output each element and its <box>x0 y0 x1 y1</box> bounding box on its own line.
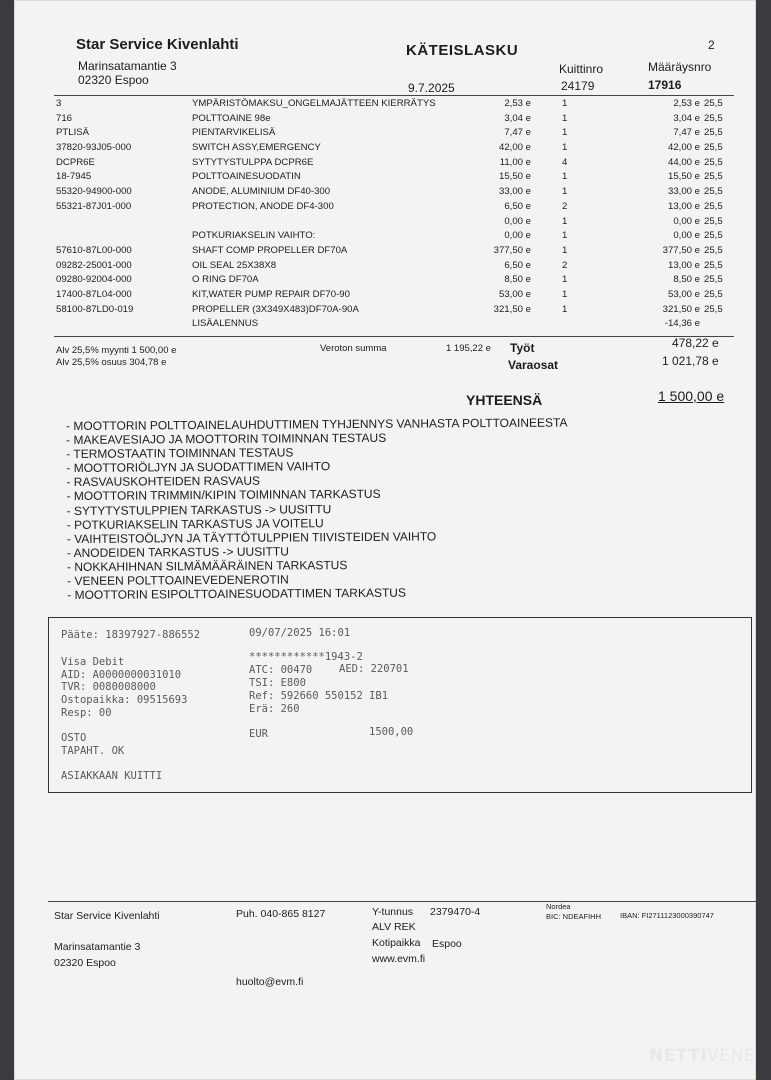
list-item: - MAKEAVESIAJO JA MOOTTORIN TOIMINNAN TESTAUS <box>66 430 387 448</box>
totals-divider <box>54 336 734 337</box>
table-row <box>56 171 736 186</box>
item-quantity: 2 <box>562 200 568 212</box>
item-price: 53,00 e <box>498 288 531 300</box>
item-code: 09280-92004-000 <box>56 274 132 286</box>
table-row <box>56 274 736 289</box>
aed: AED: 220701 <box>339 663 409 675</box>
domicile-label: Kotipaikka <box>372 937 421 949</box>
bic: BIC: NDEAFIHH <box>546 912 602 921</box>
transaction-status: TAPAHT. OK <box>61 745 125 757</box>
item-code: 3 <box>56 98 62 109</box>
item-sum: 13,00 e <box>667 200 700 212</box>
item-quantity: 1 <box>562 142 568 154</box>
item-price: 6,50 e <box>504 259 531 271</box>
page-number: 2 <box>708 38 715 52</box>
item-code: DCPR6E <box>56 156 95 168</box>
list-item: - NOKKAHIHNAN SILMÄMÄÄRÄINEN TARKASTUS <box>66 557 348 574</box>
item-code: 55320-94900-000 <box>56 186 132 198</box>
line-items-table <box>56 98 736 333</box>
item-quantity: 4 <box>562 156 568 168</box>
table-row <box>56 98 736 113</box>
receipt-number: 24179 <box>561 79 595 93</box>
list-item: - MOOTTORIN ESIPOLTTOAINESUODATTIMEN TARKASTUS <box>67 585 406 603</box>
table-row <box>56 304 736 319</box>
work-list <box>66 415 569 602</box>
item-quantity: 1 <box>562 186 568 198</box>
vat-register: ALV REK <box>372 921 416 933</box>
item-sum: 13,00 e <box>667 259 700 271</box>
item-price: 3,04 e <box>504 112 531 124</box>
list-item: - SYTYTYSTULPPIEN TARKASTUS -> UUSITTU <box>66 501 332 518</box>
aid: AID: A0000000031010 <box>61 669 182 681</box>
item-description: POTKURIAKSELIN VAIHTO: <box>192 230 316 242</box>
item-quantity: 1 <box>562 244 568 256</box>
list-item: - MOOTTORIN POLTTOAINELAUHDUTTIMEN TYHJENNYS VANHASTA POLTTOAINEESTA <box>66 415 568 433</box>
work-value: 478,22 e <box>672 336 719 350</box>
vat-sales: Alv 25,5% myynti 1 500,00 e <box>56 345 177 356</box>
table-row <box>56 230 736 245</box>
table-row <box>56 186 736 201</box>
item-sum: 321,50 e <box>662 303 700 315</box>
item-description: KIT,WATER PUMP REPAIR DF70-90 <box>192 288 350 300</box>
item-quantity: 2 <box>562 259 568 271</box>
item-vat: 25,5 <box>704 259 723 271</box>
table-row <box>56 113 736 128</box>
item-sum: 0,00 e <box>673 230 700 242</box>
transaction-type: OSTO <box>61 732 87 744</box>
net-sum-value: 1 195,22 e <box>446 343 491 354</box>
card-receipt <box>48 617 752 793</box>
atc: ATC: 00470 <box>249 664 313 676</box>
transaction-datetime: 09/07/2025 16:01 <box>249 627 351 639</box>
table-row <box>56 260 736 275</box>
item-quantity: 1 <box>562 127 568 139</box>
company-postal: 02320 Espoo <box>78 73 149 87</box>
item-description: OIL SEAL 25X38X8 <box>192 259 277 271</box>
item-price: 33,00 e <box>498 186 531 198</box>
item-sum: 0,00 e <box>673 215 700 227</box>
footer-phone: Puh. 040-865 8127 <box>236 908 326 920</box>
footer-divider <box>48 901 758 902</box>
item-price: 11,00 e <box>499 156 531 168</box>
item-quantity: 1 <box>562 303 568 315</box>
iban: IBAN: FI2711123000390747 <box>620 911 714 920</box>
item-vat: 25,5 <box>704 98 723 109</box>
item-sum: 7,47 e <box>673 127 700 139</box>
item-price: 0,00 e <box>504 215 531 227</box>
tvr: TVR: 0080008000 <box>61 681 156 693</box>
list-item: - RASVAUSKOHTEIDEN RASVAUS <box>66 474 261 490</box>
item-description: POLTTOAINESUODATIN <box>192 171 301 183</box>
item-quantity: 1 <box>562 171 568 183</box>
parts-label: Varaosat <box>508 358 559 372</box>
invoice-date: 9.7.2025 <box>408 81 455 95</box>
item-sum: 15,50 e <box>667 171 700 183</box>
receipt-copy-label: ASIAKKAAN KUITTI <box>61 770 163 782</box>
item-quantity: 1 <box>562 230 568 242</box>
table-row <box>56 245 736 260</box>
item-vat: 25,5 <box>704 112 723 124</box>
item-code: 09282-25001-000 <box>56 259 132 271</box>
item-vat: 25,5 <box>704 288 723 300</box>
table-row <box>56 289 736 304</box>
item-vat: 25,5 <box>704 274 723 286</box>
item-description: YMPÄRISTÖMAKSU_ONGELMAJÄTTEEN KIERRÄTYS <box>192 98 436 109</box>
item-description: SWITCH ASSY,EMERGENCY <box>192 142 321 154</box>
item-sum: 3,04 e <box>673 112 700 124</box>
company-street: Marinsatamantie 3 <box>78 59 177 73</box>
card-number: ************1943-2 <box>249 651 363 663</box>
header-divider <box>54 95 734 96</box>
list-item: - MOOTTORIÖLJYN JA SUODATTIMEN VAIHTO <box>66 459 331 476</box>
card-type: Visa Debit <box>61 656 125 668</box>
store-id: Ostopaikka: 09515693 <box>61 694 188 706</box>
item-code: 18-7945 <box>56 171 92 183</box>
item-sum: 8,50 e <box>673 274 700 286</box>
order-number: 17916 <box>648 78 682 92</box>
item-sum: 33,00 e <box>667 186 700 198</box>
nettivene-watermark <box>649 1046 755 1066</box>
item-price: 6,50 e <box>504 200 531 212</box>
watermark-part2: VENE <box>707 1046 755 1066</box>
item-price: 42,00 e <box>498 142 531 154</box>
item-price: 15,50 e <box>498 171 531 183</box>
item-quantity: 1 <box>562 112 568 124</box>
parts-value: 1 021,78 e <box>662 354 719 368</box>
item-vat: 25,5 <box>704 215 723 227</box>
item-code: 55321-87J01-000 <box>56 200 132 212</box>
table-row <box>56 216 736 231</box>
company-name: Star Service Kivenlahti <box>76 36 239 53</box>
footer-postal: 02320 Espoo <box>54 957 116 969</box>
item-price: 2,53 e <box>504 98 531 109</box>
email: huolto@evm.fi <box>236 976 304 988</box>
item-vat: 25,5 <box>704 186 723 198</box>
item-code: 17400-87L04-000 <box>56 288 132 300</box>
receipt-number-label: Kuittinro <box>559 62 604 76</box>
website: www.evm.fi <box>372 953 426 965</box>
footer-street: Marinsatamantie 3 <box>54 941 141 953</box>
item-sum: 53,00 e <box>667 288 700 300</box>
item-sum: 42,00 e <box>667 142 700 154</box>
item-price: 7,47 e <box>504 127 531 139</box>
item-description: LISÄALENNUS <box>192 318 259 330</box>
item-quantity: 1 <box>562 274 568 286</box>
item-description: PROPELLER (3X349X483)DF70A-90A <box>192 303 359 315</box>
terminal-id: Pääte: 18397927-886552 <box>61 629 201 641</box>
list-item: - MOOTTORIN TRIMMIN/KIPIN TOIMINNAN TARKASTUS <box>66 487 381 504</box>
item-price: 377,50 e <box>493 244 531 256</box>
amount: 1500,00 <box>369 726 414 738</box>
tsi: TSI: E800 <box>249 677 306 689</box>
item-vat: 25,5 <box>704 303 723 315</box>
item-price: 321,50 e <box>493 303 531 315</box>
item-vat: 25,5 <box>704 171 723 183</box>
order-number-label: Määräysnro <box>648 60 712 74</box>
work-label: Työt <box>510 341 535 355</box>
item-description: SHAFT COMP PROPELLER DF70A <box>192 244 348 256</box>
item-code: 58100-87LD0-019 <box>56 303 134 315</box>
domicile-value: Espoo <box>432 938 462 950</box>
item-sum: -14,36 e <box>664 318 700 330</box>
item-vat: 25,5 <box>704 156 723 168</box>
item-vat: 25,5 <box>704 200 723 212</box>
footer-company: Star Service Kivenlahti <box>54 910 160 922</box>
item-code: PTLISÄ <box>56 127 90 139</box>
invoice-paper <box>14 0 756 1080</box>
item-vat: 25,5 <box>704 142 723 154</box>
item-vat: 25,5 <box>704 230 723 242</box>
item-quantity: 1 <box>562 288 568 300</box>
item-quantity: 1 <box>562 98 568 109</box>
item-sum: 377,50 e <box>662 244 700 256</box>
item-description: ANODE, ALUMINIUM DF40-300 <box>192 186 331 198</box>
item-code: 57610-87L00-000 <box>56 244 132 256</box>
item-quantity: 1 <box>562 215 568 227</box>
total-value: 1 500,00 e <box>658 388 725 404</box>
item-price: 8,50 e <box>504 274 531 286</box>
table-row <box>56 127 736 142</box>
document-title: KÄTEISLASKU <box>406 42 519 59</box>
list-item: - VENEEN POLTTOAINEVEDENEROTIN <box>67 572 289 589</box>
table-row <box>56 318 736 333</box>
watermark-part1: NETTI <box>648 1046 708 1066</box>
item-description: SYTYTYSTULPPA DCPR6E <box>192 156 314 168</box>
table-row <box>56 142 736 157</box>
bank-name: Nordea <box>546 902 571 911</box>
item-description: POLTTOAINE 98e <box>192 112 271 124</box>
list-item: - POTKURIAKSELIN TARKASTUS JA VOITELU <box>66 515 324 532</box>
item-sum: 2,53 e <box>673 98 700 109</box>
ytunnus-value: 2379470-4 <box>430 906 481 918</box>
response-code: Resp: 00 <box>61 707 112 719</box>
item-code: 37820-93J05-000 <box>56 142 132 154</box>
item-vat: 25,5 <box>704 127 723 139</box>
ytunnus-label: Y-tunnus <box>372 906 414 918</box>
vat-share: Alv 25,5% osuus 304,78 e <box>56 357 167 368</box>
net-sum-label: Veroton summa <box>320 343 387 354</box>
list-item: - TERMOSTAATIN TOIMINNAN TESTAUS <box>66 445 294 462</box>
reference: Ref: 592660 550152 IB1 <box>249 690 389 702</box>
currency: EUR <box>249 728 268 740</box>
item-description: O RING DF70A <box>192 274 259 286</box>
table-row <box>56 157 736 172</box>
table-row <box>56 201 736 216</box>
item-price: 0,00 e <box>504 230 531 242</box>
batch-number: Erä: 260 <box>249 703 300 715</box>
list-item: - ANODEIDEN TARKASTUS -> UUSITTU <box>66 544 289 560</box>
list-item: - VAIHTEISTOÖLJYN JA TÄYTTÖTULPPIEN TIIVISTEIDEN VAIHTO <box>66 529 437 546</box>
item-sum: 44,00 e <box>667 156 700 168</box>
item-description: PROTECTION, ANODE DF4-300 <box>192 200 334 212</box>
item-vat: 25,5 <box>704 244 723 256</box>
item-code: 716 <box>56 112 73 124</box>
item-description: PIENTARVIKELISÄ <box>192 127 276 139</box>
total-label: YHTEENSÄ <box>466 392 543 408</box>
